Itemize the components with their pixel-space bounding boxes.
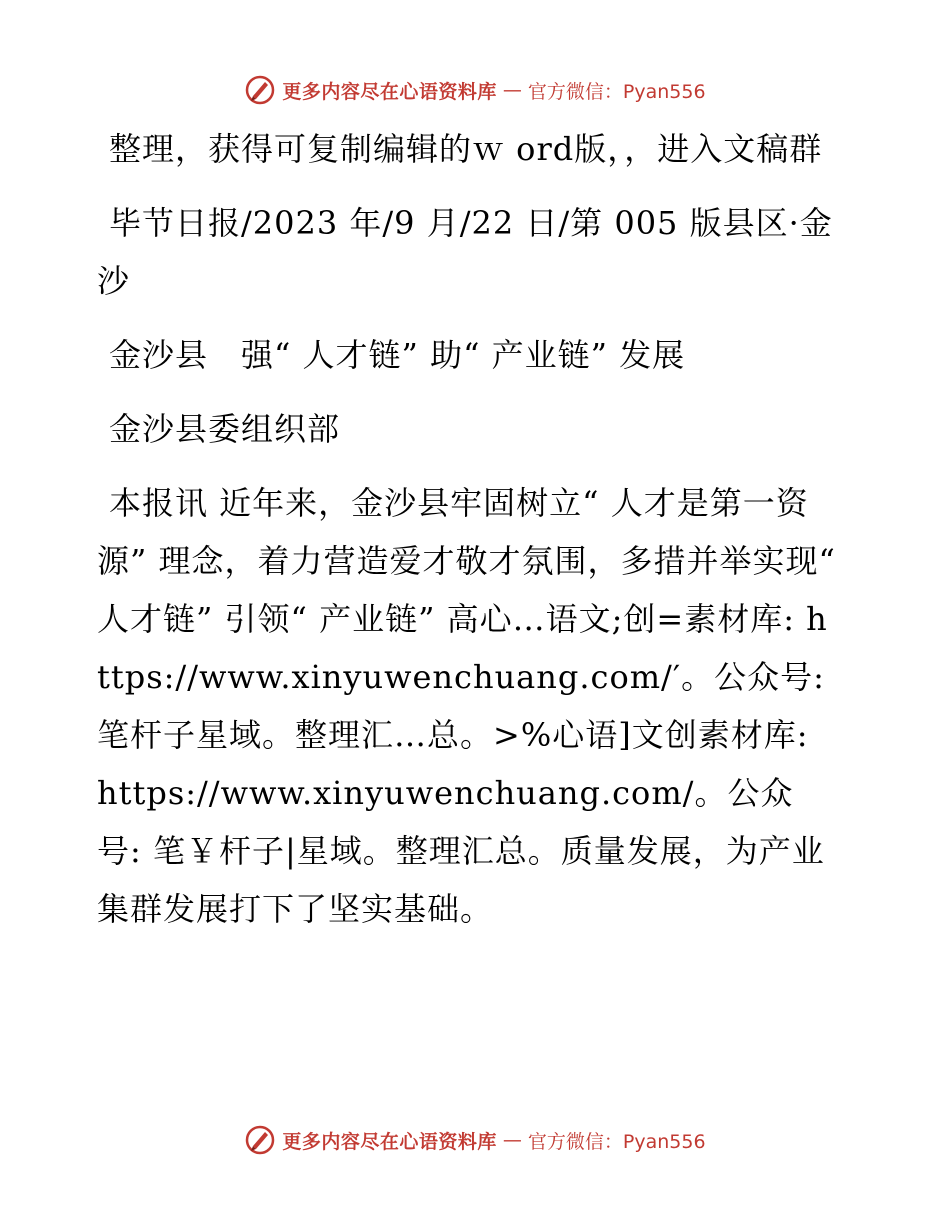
banner-main-text: 更多内容尽在心语资料库	[282, 1130, 497, 1153]
banner-wechat-text: 官方微信：Pyan556	[527, 1130, 706, 1153]
article-body-paragraph: 本报讯 近年来，金沙县牢固树立“ 人才是第一资源” 理念，着力营造爱才敬才氛围，多措并举实现“ 人才链” 引领“ 产业链” 高心…语文;创=素材库: https://www.xinyuwenchuang.com/′。公众号: 笔杆子星域。整理汇…总。>%心语]文创素材库: https://www.xinyuwenchuang.com/。公众号: 笔￥杆子|星域。整理汇总。质量发展，为产业集群发展打下了坚实基础。	[97, 484, 836, 928]
banner-separator: —	[502, 79, 522, 101]
article-author: 金沙县委组织部	[109, 410, 341, 448]
header-watermark-group	[244, 74, 705, 106]
footer-watermark-group	[244, 1124, 705, 1156]
pen-circle-logo-icon	[244, 74, 276, 106]
document-body	[97, 120, 837, 954]
article-title: 金沙县 强“ 人才链” 助“ 产业链” 发展	[109, 336, 686, 374]
pen-circle-logo-icon	[244, 1124, 276, 1156]
header-watermark-banner	[0, 70, 950, 110]
banner-separator: —	[502, 1129, 522, 1151]
intro-paragraph: 整理，获得可复制编辑的ｗ ord版，，进入文稿群	[109, 130, 823, 168]
source-line: 毕节日报/2023 年/9 月/22 日/第 005 版县区·金沙	[97, 204, 833, 300]
banner-wechat-text: 官方微信：Pyan556	[527, 80, 706, 103]
footer-watermark-banner	[0, 1120, 950, 1160]
banner-main-text: 更多内容尽在心语资料库	[282, 80, 497, 103]
